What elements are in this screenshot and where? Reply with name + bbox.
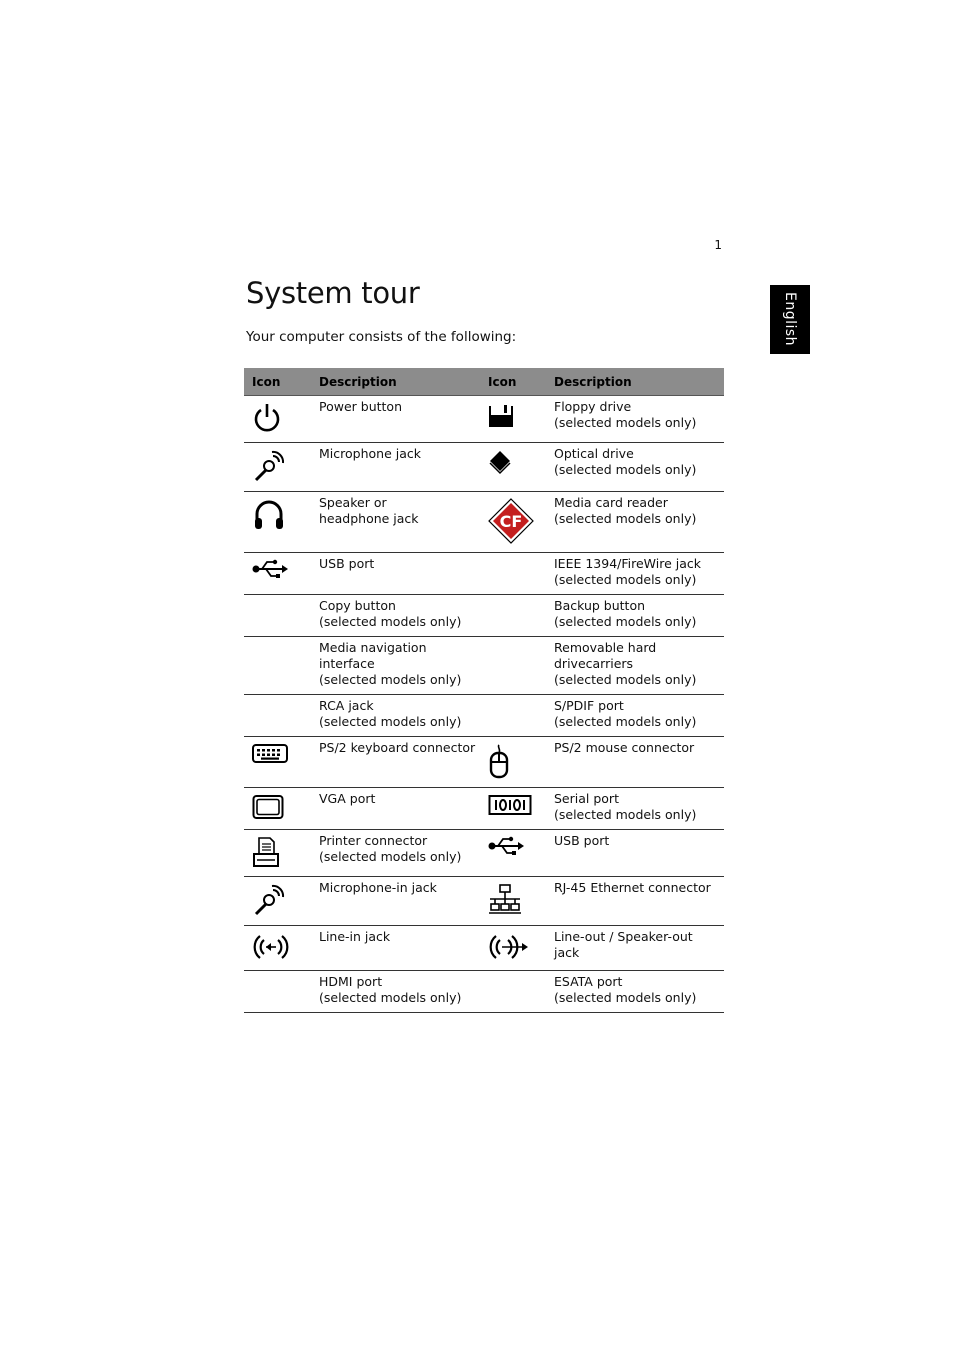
row-icon-left <box>244 595 311 637</box>
usb-icon <box>252 559 311 583</box>
row-icon-right <box>480 492 546 553</box>
table-row <box>244 443 724 492</box>
optical-drive-icon <box>488 449 546 479</box>
printer-icon <box>252 836 311 872</box>
row-icon-right <box>480 971 546 1013</box>
row-icon-left <box>244 396 311 443</box>
table-row <box>244 637 724 695</box>
row-description-right: Removable hard drivecarriers (selected models only) <box>546 637 724 695</box>
row-description-left: USB port <box>311 553 480 595</box>
media-card-cf-icon <box>488 498 546 548</box>
table-row <box>244 595 724 637</box>
row-description-right: IEEE 1394/FireWire jack (selected models only) <box>546 553 724 595</box>
table-header-row <box>244 368 724 396</box>
row-description-right: Line-out / Speaker-out jack <box>546 926 724 971</box>
table-row <box>244 926 724 971</box>
microphone-icon <box>252 883 311 921</box>
row-icon-left <box>244 926 311 971</box>
headphone-icon <box>252 498 311 536</box>
table-row <box>244 396 724 443</box>
row-description-left: Microphone-in jack <box>311 877 480 926</box>
row-description-left: Copy button (selected models only) <box>311 595 480 637</box>
table-row <box>244 788 724 830</box>
row-description-right: Media card reader (selected models only) <box>546 492 724 553</box>
mouse-icon <box>488 743 546 783</box>
table-row <box>244 492 724 553</box>
row-description-left: Microphone jack <box>311 443 480 492</box>
floppy-drive-icon <box>488 402 546 432</box>
row-description-right: ESATA port (selected models only) <box>546 971 724 1013</box>
header-icon-2: Icon <box>480 368 546 396</box>
row-icon-right <box>480 443 546 492</box>
row-icon-right <box>480 637 546 695</box>
line-in-icon <box>252 932 311 966</box>
row-description-left: RCA jack (selected models only) <box>311 695 480 737</box>
intro-text: Your computer consists of the following: <box>246 329 517 345</box>
row-description-left: Speaker or headphone jack <box>311 492 480 553</box>
row-icon-left <box>244 971 311 1013</box>
row-description-right: Optical drive (selected models only) <box>546 443 724 492</box>
header-description-1: Description <box>311 368 480 396</box>
page-title: System tour <box>246 276 420 310</box>
row-description-right: USB port <box>546 830 724 877</box>
row-icon-right <box>480 877 546 926</box>
row-icon-right <box>480 926 546 971</box>
row-description-left: HDMI port (selected models only) <box>311 971 480 1013</box>
row-description-left: Line-in jack <box>311 926 480 971</box>
row-icon-left <box>244 695 311 737</box>
table-row <box>244 553 724 595</box>
row-icon-left <box>244 637 311 695</box>
row-description-left: Media navigation interface (selected models only) <box>311 637 480 695</box>
svg-text:CF: CF <box>499 512 523 531</box>
row-description-right: Floppy drive (selected models only) <box>546 396 724 443</box>
serial-port-icon <box>488 794 546 820</box>
row-icon-right <box>480 553 546 595</box>
table-row <box>244 737 724 788</box>
row-icon-left <box>244 877 311 926</box>
table-row <box>244 830 724 877</box>
row-description-right: Backup button (selected models only) <box>546 595 724 637</box>
row-icon-left <box>244 788 311 830</box>
language-tab <box>770 285 810 354</box>
row-icon-right <box>480 830 546 877</box>
header-description-2: Description <box>546 368 724 396</box>
row-icon-left <box>244 553 311 595</box>
page-number: 1 <box>714 238 722 252</box>
row-icon-left <box>244 492 311 553</box>
row-icon-right <box>480 595 546 637</box>
row-description-right: S/PDIF port (selected models only) <box>546 695 724 737</box>
row-description-left: Power button <box>311 396 480 443</box>
microphone-icon <box>252 449 311 487</box>
row-icon-left <box>244 443 311 492</box>
row-description-right: Serial port (selected models only) <box>546 788 724 830</box>
ports-table <box>244 368 724 1013</box>
line-out-icon <box>488 932 546 966</box>
row-icon-left <box>244 737 311 788</box>
keyboard-icon <box>252 743 311 769</box>
row-description-left: Printer connector (selected models only) <box>311 830 480 877</box>
table-row <box>244 877 724 926</box>
row-description-left: VGA port <box>311 788 480 830</box>
row-icon-left <box>244 830 311 877</box>
usb-icon <box>488 836 546 860</box>
row-icon-right <box>480 396 546 443</box>
row-icon-right <box>480 695 546 737</box>
power-icon <box>252 402 311 438</box>
row-description-right: RJ-45 Ethernet connector <box>546 877 724 926</box>
row-icon-right <box>480 788 546 830</box>
row-description-right: PS/2 mouse connector <box>546 737 724 788</box>
table-row <box>244 695 724 737</box>
monitor-icon <box>252 794 311 824</box>
header-icon-1: Icon <box>244 368 311 396</box>
ethernet-icon <box>488 883 546 919</box>
table-row <box>244 971 724 1013</box>
language-tab-label: English <box>782 292 798 347</box>
row-icon-right <box>480 737 546 788</box>
row-description-left: PS/2 keyboard connector <box>311 737 480 788</box>
